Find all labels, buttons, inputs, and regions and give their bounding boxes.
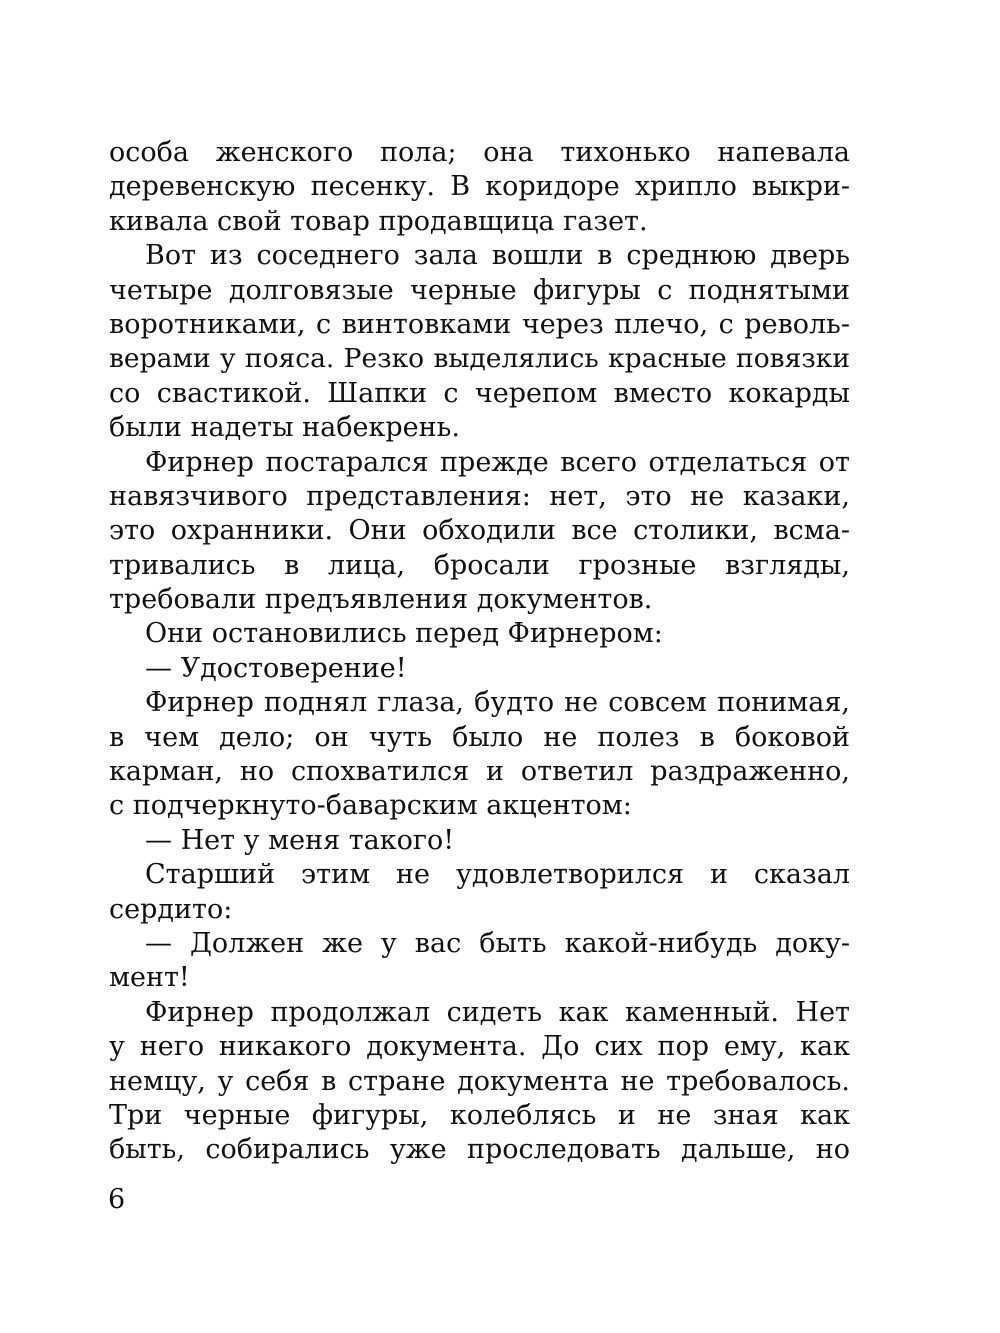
text-line: быть, собирались уже проследовать дальше, но <box>109 1134 850 1166</box>
text-line: верами у пояса. Резко выделялись красные повязки <box>109 343 850 375</box>
page-number: 6 <box>108 1184 126 1215</box>
text-line: со свастикой. Шапки с черепом вместо кокарды <box>109 377 850 409</box>
text-line: Они остановились перед Фирнером: <box>145 618 663 650</box>
text-line: сердито: <box>109 893 233 925</box>
text-line: — Удостоверение! <box>145 652 407 684</box>
text-line: немцу, у себя в стране документа не требовалось. <box>109 1065 850 1097</box>
text-line: — Нет у меня такого! <box>145 824 455 856</box>
text-line: воротниками, с винтовками через плечо, с револь- <box>109 308 850 340</box>
text-line: мент! <box>109 962 190 994</box>
text-line: у него никакого документа. До сих пор ему, как <box>109 1031 850 1063</box>
text-line: особа женского пола; она тихонько напевала <box>109 137 850 168</box>
text-line: в чем дело; он чуть было не полез в боковой <box>109 721 850 753</box>
text-line: Старший этим не удовлетворился и сказал <box>145 859 850 891</box>
text-line: кивала свой товар продавщица газет. <box>109 205 648 237</box>
text-line: Вот из соседнего зала вошли в среднюю дверь <box>145 240 850 272</box>
text-line: Фирнер продолжал сидеть как каменный. Нет <box>145 996 850 1028</box>
text-line: деревенскую песенку. В коридоре хрипло выкри- <box>109 171 850 203</box>
text-line: Фирнер поднял глаза, будто не совсем понимая, <box>145 687 850 719</box>
text-line: Три черные фигуры, колеблясь и не зная как <box>109 1099 850 1131</box>
page-body-text <box>109 136 850 1168</box>
text-line: тривались в лица, бросали грозные взгляды, <box>109 549 850 581</box>
text-line: Фирнер постарался прежде всего отделаться от <box>145 446 850 478</box>
text-line: были надеты набекрень. <box>109 412 460 444</box>
text-line: карман, но спохватился и ответил раздраженно, <box>109 756 850 788</box>
text-line: — Должен же у вас быть какой-нибудь доку- <box>145 927 850 959</box>
text-line: с подчеркнуто-баварским акцентом: <box>109 790 632 822</box>
text-line: требовали предъявления документов. <box>109 584 653 616</box>
text-line: четыре долговязые черные фигуры с поднятыми <box>109 274 850 306</box>
text-line: это охранники. Они обходили все столики, всма- <box>109 515 850 547</box>
text-line: навязчивого представления: нет, это не казаки, <box>109 480 850 512</box>
